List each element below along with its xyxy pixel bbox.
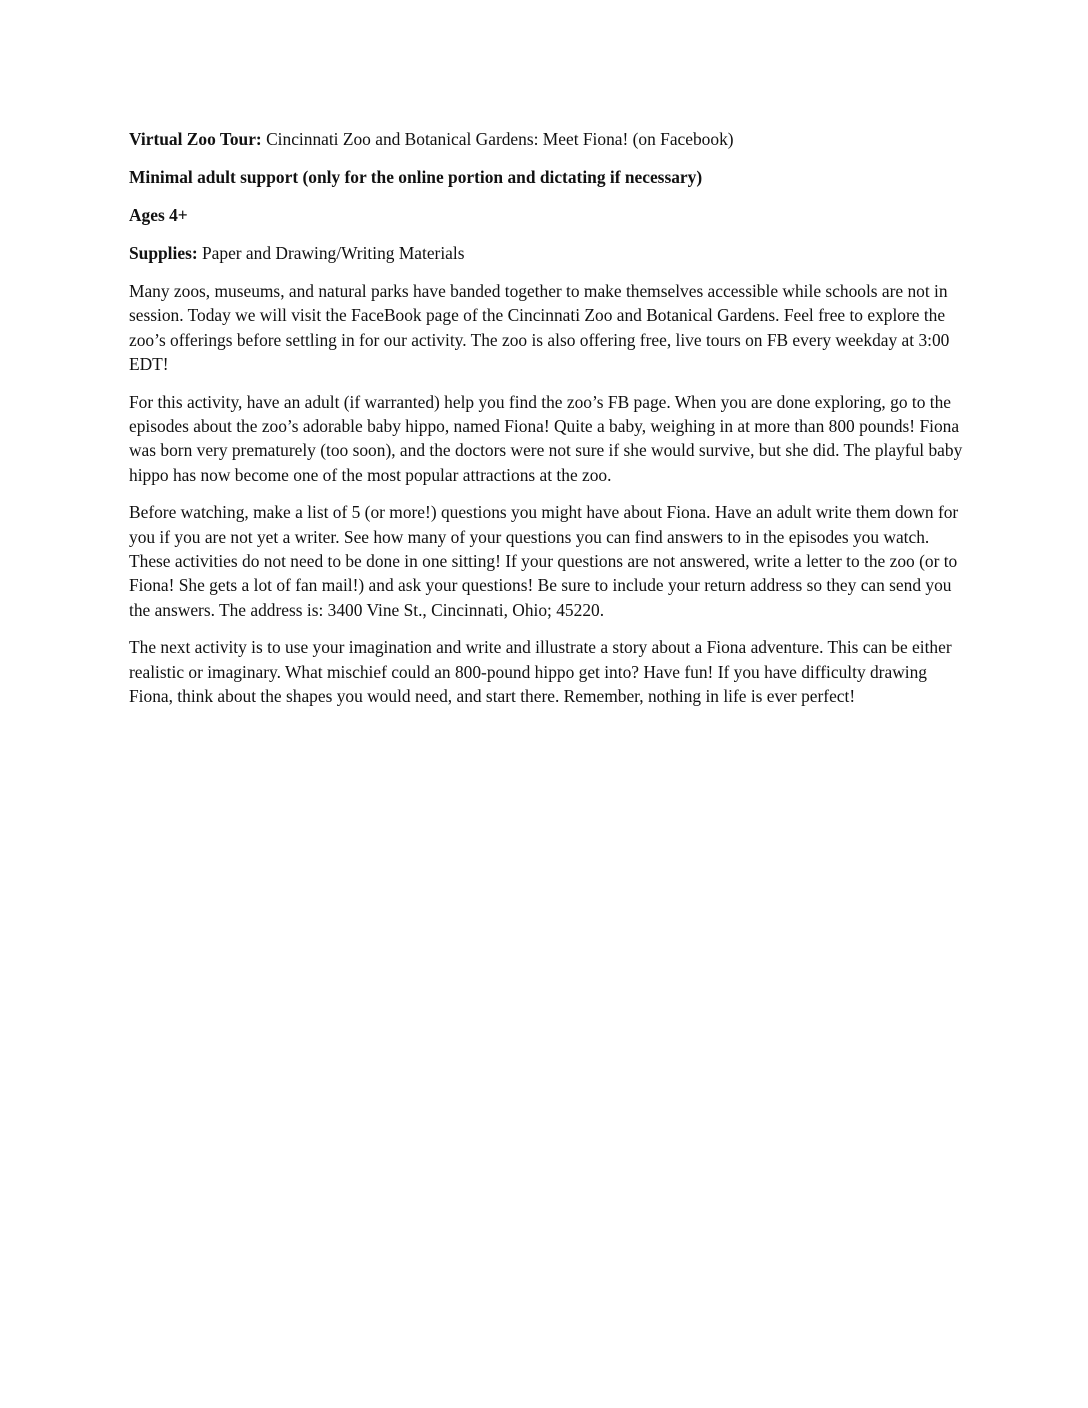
tour-text: Cincinnati Zoo and Botanical Gardens: Meet Fiona! (on Facebook) (261, 129, 734, 149)
tour-label: Virtual Zoo Tour: (129, 129, 262, 149)
supplies-text: Paper and Drawing/Writing Materials (197, 243, 465, 263)
support-note: Minimal adult support (only for the online portion and dictating if necessary) (129, 167, 703, 187)
tour-title-line (129, 127, 963, 151)
ages-note: Ages 4+ (129, 205, 188, 225)
paragraph-story: The next activity is to use your imagination and write and illustrate a story about a Fiona adventure. This can be either realistic or imaginary. What mischief could an 800-pound hippo get into? Have fun! If you have difficulty drawing Fiona, think about the shapes you would need, and start there. Remember, nothing in life is ever perfect! (129, 637, 952, 707)
paragraph-questions: Before watching, make a list of 5 (or more!) questions you might have about Fiona. Have an adult write them down for you if you are not yet a writer. See how many of your questions you can find answers to in the episodes you watch. These activities do not need to be done in one sitting! If your questions are not answered, write a letter to the zoo (or to Fiona! She gets a lot of fan mail!) and ask your questions! Be sure to include your return address so they can send you the answers. The address is: 3400 Vine St., Cincinnati, Ohio; 45220. (129, 502, 959, 620)
document-content (129, 127, 963, 722)
paragraph-activity: For this activity, have an adult (if warranted) help you find the zoo’s FB page. When you are done exploring, go to the episodes about the zoo’s adorable baby hippo, named Fiona! Quite a baby, weighing in at more than 800 pounds! Fiona was born very prematurely (too soon), and the doctors were not sure if she would survive, but she did. The playful baby hippo has now become one of the most popular attractions at the zoo. (129, 391, 963, 485)
supplies-line (129, 241, 963, 265)
supplies-label: Supplies: (129, 243, 198, 263)
paragraph-intro: Many zoos, museums, and natural parks have banded together to make themselves accessible while schools are not in session. Today we will visit the FaceBook page of the Cincinnati Zoo and Botanical Gardens. Feel free to explore the zoo’s offerings before settling in for our activity. The zoo is also offering free, live tours on FB every weekday at 3:00 EDT! (129, 281, 950, 375)
